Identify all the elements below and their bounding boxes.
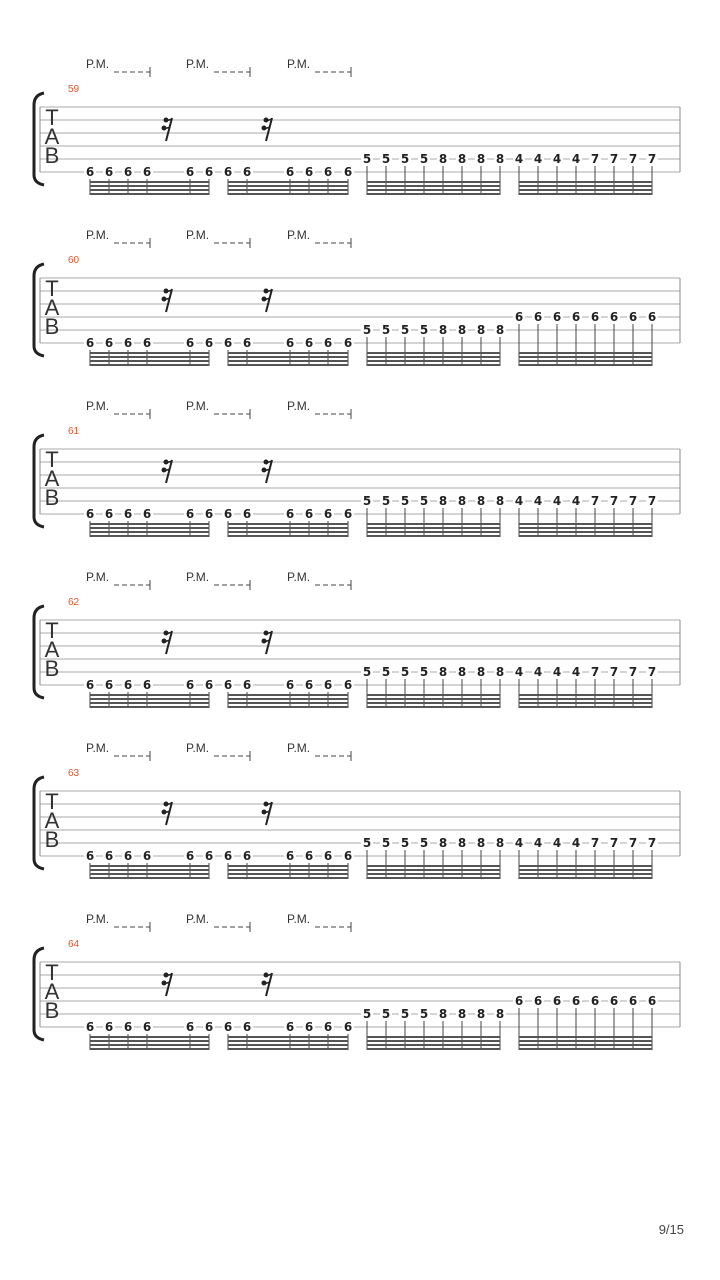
fret-number: 6 bbox=[304, 507, 314, 521]
fret-number: 6 bbox=[304, 165, 314, 179]
fret-number: 6 bbox=[104, 678, 114, 692]
sixteenth-rest bbox=[162, 802, 173, 826]
fret-number: 6 bbox=[185, 507, 195, 521]
fret-number: 6 bbox=[590, 994, 600, 1008]
fret-number: 4 bbox=[552, 494, 562, 508]
staff-lines bbox=[0, 226, 720, 386]
staff-lines bbox=[0, 55, 720, 215]
fret-number: 6 bbox=[204, 678, 214, 692]
fret-number: 6 bbox=[304, 336, 314, 350]
fret-number: 6 bbox=[323, 336, 333, 350]
fret-number: 6 bbox=[323, 849, 333, 863]
palm-mute-label: P.M. bbox=[186, 57, 210, 71]
fret-number: 7 bbox=[647, 665, 657, 679]
tab-clef-letter: A bbox=[44, 979, 60, 1004]
fret-number: 6 bbox=[204, 507, 214, 521]
fret-number: 6 bbox=[242, 336, 252, 350]
tab-system-63 bbox=[0, 739, 720, 899]
fret-number: 5 bbox=[362, 323, 372, 337]
tab-clef-letter: A bbox=[44, 466, 60, 491]
sixteenth-rest bbox=[162, 118, 173, 142]
fret-number: 6 bbox=[323, 165, 333, 179]
fret-number: 6 bbox=[304, 1020, 314, 1034]
palm-mute-label: P.M. bbox=[86, 912, 110, 926]
fret-number: 7 bbox=[647, 836, 657, 850]
fret-number: 4 bbox=[533, 152, 543, 166]
fret-number: 6 bbox=[104, 165, 114, 179]
fret-number: 4 bbox=[571, 152, 581, 166]
fret-number: 6 bbox=[242, 849, 252, 863]
fret-number: 6 bbox=[323, 507, 333, 521]
tab-clef-letter: T bbox=[45, 105, 59, 130]
palm-mute-label: P.M. bbox=[287, 741, 311, 755]
fret-number: 4 bbox=[533, 494, 543, 508]
fret-number: 4 bbox=[514, 665, 524, 679]
tab-clef-letter: A bbox=[44, 295, 60, 320]
sixteenth-rest bbox=[262, 802, 273, 826]
fret-number: 6 bbox=[609, 994, 619, 1008]
palm-mute-label: P.M. bbox=[186, 228, 210, 242]
fret-number: 6 bbox=[514, 310, 524, 324]
fret-number: 4 bbox=[571, 836, 581, 850]
fret-number: 6 bbox=[628, 994, 638, 1008]
fret-number: 5 bbox=[381, 665, 391, 679]
tab-clef-letter: A bbox=[44, 808, 60, 833]
palm-mute-label: P.M. bbox=[186, 570, 210, 584]
fret-number: 5 bbox=[381, 836, 391, 850]
fret-number: 7 bbox=[590, 836, 600, 850]
sixteenth-rest bbox=[262, 460, 273, 484]
fret-number: 5 bbox=[400, 665, 410, 679]
tab-system-61 bbox=[0, 397, 720, 557]
fret-number: 6 bbox=[123, 1020, 133, 1034]
fret-number: 7 bbox=[590, 494, 600, 508]
staff-lines bbox=[0, 739, 720, 899]
fret-number: 8 bbox=[457, 665, 467, 679]
fret-number: 4 bbox=[552, 836, 562, 850]
fret-number: 8 bbox=[495, 836, 505, 850]
fret-number: 6 bbox=[185, 1020, 195, 1034]
fret-number: 5 bbox=[381, 152, 391, 166]
tab-system-60 bbox=[0, 226, 720, 386]
fret-number: 6 bbox=[223, 1020, 233, 1034]
palm-mute-label: P.M. bbox=[186, 912, 210, 926]
tab-clef-letter: B bbox=[44, 143, 60, 168]
fret-number: 5 bbox=[419, 836, 429, 850]
tab-clef-letter: T bbox=[45, 960, 59, 985]
fret-number: 8 bbox=[495, 665, 505, 679]
fret-number: 6 bbox=[142, 336, 152, 350]
fret-number: 4 bbox=[533, 665, 543, 679]
fret-number: 7 bbox=[628, 152, 638, 166]
fret-number: 6 bbox=[85, 849, 95, 863]
fret-number: 4 bbox=[552, 152, 562, 166]
palm-mute-label: P.M. bbox=[186, 399, 210, 413]
fret-number: 8 bbox=[476, 836, 486, 850]
fret-number: 6 bbox=[142, 507, 152, 521]
tab-clef-letter: B bbox=[44, 485, 60, 510]
sixteenth-rest bbox=[262, 118, 273, 142]
fret-number: 6 bbox=[323, 1020, 333, 1034]
fret-number: 8 bbox=[476, 1007, 486, 1021]
fret-number: 6 bbox=[343, 336, 353, 350]
fret-number: 6 bbox=[142, 849, 152, 863]
fret-number: 6 bbox=[242, 678, 252, 692]
fret-number: 6 bbox=[123, 678, 133, 692]
sixteenth-rest bbox=[262, 289, 273, 313]
fret-number: 6 bbox=[552, 310, 562, 324]
sixteenth-rest bbox=[262, 973, 273, 997]
fret-number: 8 bbox=[495, 152, 505, 166]
fret-number: 5 bbox=[400, 1007, 410, 1021]
palm-mute-label: P.M. bbox=[86, 228, 110, 242]
fret-number: 6 bbox=[123, 336, 133, 350]
fret-number: 5 bbox=[362, 836, 372, 850]
fret-number: 5 bbox=[400, 323, 410, 337]
fret-number: 6 bbox=[533, 994, 543, 1008]
fret-number: 8 bbox=[476, 494, 486, 508]
palm-mute-label: P.M. bbox=[287, 912, 311, 926]
measure-number: 59 bbox=[68, 84, 80, 95]
fret-number: 6 bbox=[123, 849, 133, 863]
fret-number: 6 bbox=[304, 849, 314, 863]
fret-number: 6 bbox=[285, 849, 295, 863]
sixteenth-rest bbox=[162, 289, 173, 313]
fret-number: 7 bbox=[647, 494, 657, 508]
fret-number: 8 bbox=[495, 323, 505, 337]
fret-number: 6 bbox=[609, 310, 619, 324]
fret-number: 8 bbox=[438, 494, 448, 508]
fret-number: 6 bbox=[323, 678, 333, 692]
fret-number: 6 bbox=[104, 507, 114, 521]
fret-number: 4 bbox=[571, 665, 581, 679]
fret-number: 6 bbox=[285, 507, 295, 521]
fret-number: 6 bbox=[123, 507, 133, 521]
fret-number: 4 bbox=[514, 152, 524, 166]
palm-mute-label: P.M. bbox=[287, 399, 311, 413]
fret-number: 8 bbox=[476, 665, 486, 679]
fret-number: 8 bbox=[457, 323, 467, 337]
fret-number: 6 bbox=[104, 336, 114, 350]
fret-number: 6 bbox=[142, 165, 152, 179]
fret-number: 8 bbox=[495, 1007, 505, 1021]
fret-number: 6 bbox=[533, 310, 543, 324]
fret-number: 6 bbox=[204, 849, 214, 863]
palm-mute-label: P.M. bbox=[287, 57, 311, 71]
fret-number: 6 bbox=[242, 1020, 252, 1034]
tab-clef-letter: A bbox=[44, 637, 60, 662]
palm-mute-label: P.M. bbox=[186, 741, 210, 755]
measure-number: 63 bbox=[68, 768, 80, 779]
measure-number: 60 bbox=[68, 255, 80, 266]
staff-lines bbox=[0, 910, 720, 1070]
measure-number: 62 bbox=[68, 597, 80, 608]
fret-number: 6 bbox=[571, 994, 581, 1008]
fret-number: 5 bbox=[381, 1007, 391, 1021]
fret-number: 6 bbox=[552, 994, 562, 1008]
fret-number: 5 bbox=[419, 1007, 429, 1021]
fret-number: 6 bbox=[223, 678, 233, 692]
fret-number: 5 bbox=[400, 152, 410, 166]
fret-number: 8 bbox=[438, 152, 448, 166]
fret-number: 6 bbox=[142, 1020, 152, 1034]
tab-clef-letter: B bbox=[44, 998, 60, 1023]
fret-number: 6 bbox=[223, 165, 233, 179]
fret-number: 5 bbox=[419, 494, 429, 508]
measure-number: 64 bbox=[68, 939, 80, 950]
fret-number: 6 bbox=[647, 994, 657, 1008]
fret-number: 6 bbox=[123, 165, 133, 179]
fret-number: 8 bbox=[476, 323, 486, 337]
fret-number: 6 bbox=[85, 165, 95, 179]
staff-lines bbox=[0, 397, 720, 557]
fret-number: 8 bbox=[438, 323, 448, 337]
fret-number: 6 bbox=[343, 165, 353, 179]
fret-number: 8 bbox=[457, 836, 467, 850]
fret-number: 5 bbox=[400, 836, 410, 850]
palm-mute-label: P.M. bbox=[86, 399, 110, 413]
fret-number: 6 bbox=[185, 336, 195, 350]
fret-number: 5 bbox=[400, 494, 410, 508]
fret-number: 6 bbox=[104, 849, 114, 863]
fret-number: 4 bbox=[552, 665, 562, 679]
fret-number: 8 bbox=[495, 494, 505, 508]
fret-number: 6 bbox=[204, 336, 214, 350]
fret-number: 6 bbox=[343, 507, 353, 521]
fret-number: 4 bbox=[571, 494, 581, 508]
fret-number: 6 bbox=[647, 310, 657, 324]
palm-mute-label: P.M. bbox=[86, 570, 110, 584]
fret-number: 5 bbox=[362, 152, 372, 166]
fret-number: 6 bbox=[285, 336, 295, 350]
fret-number: 8 bbox=[457, 494, 467, 508]
fret-number: 8 bbox=[476, 152, 486, 166]
fret-number: 6 bbox=[343, 849, 353, 863]
fret-number: 6 bbox=[104, 1020, 114, 1034]
fret-number: 6 bbox=[204, 165, 214, 179]
fret-number: 8 bbox=[457, 152, 467, 166]
fret-number: 6 bbox=[223, 336, 233, 350]
fret-number: 7 bbox=[647, 152, 657, 166]
tab-clef-letter: A bbox=[44, 124, 60, 149]
fret-number: 5 bbox=[419, 323, 429, 337]
fret-number: 6 bbox=[185, 678, 195, 692]
fret-number: 7 bbox=[609, 152, 619, 166]
fret-number: 6 bbox=[242, 507, 252, 521]
tab-clef-letter: T bbox=[45, 618, 59, 643]
fret-number: 6 bbox=[85, 507, 95, 521]
palm-mute-label: P.M. bbox=[287, 228, 311, 242]
fret-number: 6 bbox=[223, 507, 233, 521]
sixteenth-rest bbox=[162, 973, 173, 997]
fret-number: 6 bbox=[223, 849, 233, 863]
sixteenth-rest bbox=[162, 460, 173, 484]
fret-number: 5 bbox=[381, 494, 391, 508]
fret-number: 6 bbox=[343, 678, 353, 692]
staff-lines bbox=[0, 568, 720, 728]
fret-number: 7 bbox=[609, 494, 619, 508]
fret-number: 4 bbox=[514, 836, 524, 850]
fret-number: 8 bbox=[438, 836, 448, 850]
fret-number: 6 bbox=[590, 310, 600, 324]
fret-number: 6 bbox=[285, 165, 295, 179]
fret-number: 6 bbox=[285, 678, 295, 692]
tab-system-64 bbox=[0, 910, 720, 1070]
fret-number: 8 bbox=[438, 665, 448, 679]
fret-number: 6 bbox=[204, 1020, 214, 1034]
fret-number: 6 bbox=[285, 1020, 295, 1034]
fret-number: 4 bbox=[514, 494, 524, 508]
fret-number: 4 bbox=[533, 836, 543, 850]
tab-clef-letter: B bbox=[44, 827, 60, 852]
fret-number: 5 bbox=[362, 1007, 372, 1021]
sixteenth-rest bbox=[162, 631, 173, 655]
fret-number: 7 bbox=[628, 494, 638, 508]
fret-number: 6 bbox=[514, 994, 524, 1008]
fret-number: 5 bbox=[419, 152, 429, 166]
fret-number: 6 bbox=[242, 165, 252, 179]
fret-number: 6 bbox=[185, 849, 195, 863]
palm-mute-label: P.M. bbox=[86, 57, 110, 71]
tab-system-62 bbox=[0, 568, 720, 728]
tab-clef-letter: T bbox=[45, 276, 59, 301]
tab-clef-letter: T bbox=[45, 789, 59, 814]
fret-number: 6 bbox=[304, 678, 314, 692]
fret-number: 8 bbox=[457, 1007, 467, 1021]
fret-number: 6 bbox=[343, 1020, 353, 1034]
fret-number: 8 bbox=[438, 1007, 448, 1021]
palm-mute-label: P.M. bbox=[287, 570, 311, 584]
fret-number: 5 bbox=[381, 323, 391, 337]
sixteenth-rest bbox=[262, 631, 273, 655]
fret-number: 7 bbox=[628, 836, 638, 850]
fret-number: 7 bbox=[609, 836, 619, 850]
fret-number: 6 bbox=[142, 678, 152, 692]
fret-number: 7 bbox=[628, 665, 638, 679]
fret-number: 6 bbox=[85, 336, 95, 350]
fret-number: 7 bbox=[590, 665, 600, 679]
measure-number: 61 bbox=[68, 426, 80, 437]
tab-clef-letter: B bbox=[44, 656, 60, 681]
fret-number: 6 bbox=[85, 1020, 95, 1034]
fret-number: 6 bbox=[628, 310, 638, 324]
fret-number: 6 bbox=[185, 165, 195, 179]
fret-number: 5 bbox=[419, 665, 429, 679]
fret-number: 7 bbox=[590, 152, 600, 166]
fret-number: 7 bbox=[609, 665, 619, 679]
tab-system-59 bbox=[0, 55, 720, 215]
fret-number: 6 bbox=[85, 678, 95, 692]
page-number: 9/15 bbox=[658, 1222, 684, 1237]
fret-number: 5 bbox=[362, 665, 372, 679]
tab-clef-letter: T bbox=[45, 447, 59, 472]
tab-clef-letter: B bbox=[44, 314, 60, 339]
fret-number: 5 bbox=[362, 494, 372, 508]
palm-mute-label: P.M. bbox=[86, 741, 110, 755]
fret-number: 6 bbox=[571, 310, 581, 324]
